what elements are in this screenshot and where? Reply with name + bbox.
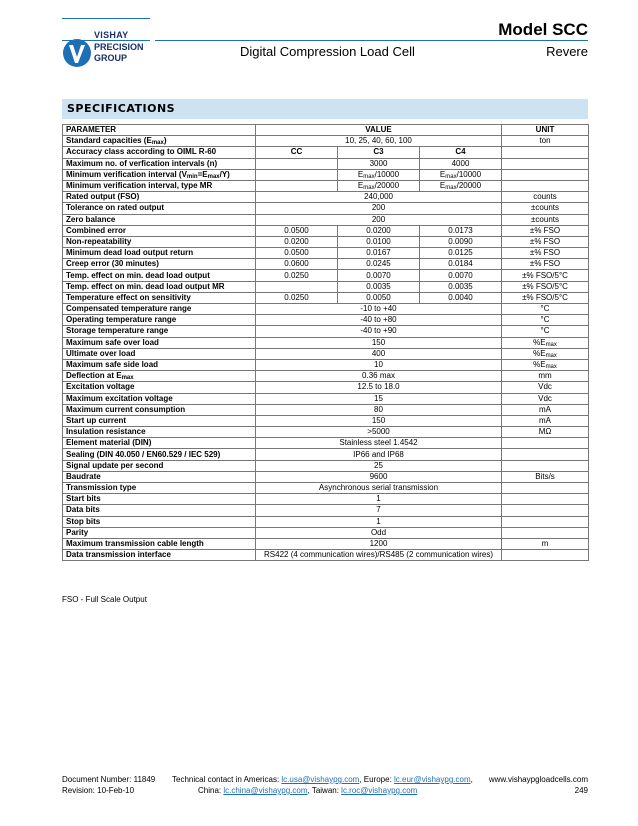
table-row [63, 248, 589, 259]
table-row [63, 169, 589, 180]
unit-cell [502, 449, 589, 460]
param-cell: Maximum safe side load [63, 359, 256, 370]
email-eur-link[interactable]: lc.eur@vishaypg.com [394, 775, 471, 784]
unit-cell: ton [502, 136, 589, 147]
param-cell: Data bits [63, 505, 256, 516]
param-cell: Element material (DIN) [63, 438, 256, 449]
unit-cell [502, 550, 589, 561]
param-cell: Non-repeatability [63, 236, 256, 247]
param-cell: Signal update per second [63, 460, 256, 471]
value-cell: $E_{max}/10000$ [420, 169, 502, 180]
revision: Revision: 10-Feb-10 [62, 786, 135, 795]
table-row [63, 292, 589, 303]
param-cell: Compensated temperature range [63, 304, 256, 315]
table-row [63, 136, 589, 147]
value-cell: Asynchronous serial transmission [256, 483, 502, 494]
value-cell: 1 [256, 494, 502, 505]
table-row [63, 225, 589, 236]
param-cell: Start bits [63, 494, 256, 505]
unit-cell: $\%E_{max}$ [502, 348, 589, 359]
value-cell: 0.0125 [420, 248, 502, 259]
contact-line-2: China: lc.china@vishaypg.com, Taiwan: lc.roc@vishaypg.com [198, 786, 418, 795]
value-cell [256, 281, 338, 292]
table-row [63, 382, 589, 393]
value-cell [256, 169, 338, 180]
param-cell: Operating temperature range [63, 315, 256, 326]
param-cell: Minimum dead load output return [63, 248, 256, 259]
param-cell: Parity [63, 527, 256, 538]
table-row [63, 494, 589, 505]
product-subtitle: Digital Compression Load Cell [240, 44, 415, 59]
param-cell: Temp. effect on min. dead load output [63, 270, 256, 281]
logo-mid-rule [62, 40, 150, 41]
value-cell: 200 [256, 214, 502, 225]
table-row [63, 371, 589, 382]
value-cell: C3 [338, 147, 420, 158]
value-cell: 150 [256, 415, 502, 426]
param-cell: Rated output (FSO) [63, 192, 256, 203]
value-cell: -40 to +90 [256, 326, 502, 337]
unit-cell: °C [502, 315, 589, 326]
table-row [63, 281, 589, 292]
unit-cell [502, 516, 589, 527]
value-cell: 0.0245 [338, 259, 420, 270]
param-cell: Deflection at $E_{max}$ [63, 371, 256, 382]
unit-cell: Vdc [502, 382, 589, 393]
param-cell: Maximum current consumption [63, 404, 256, 415]
param-cell: Minimum verification interval $(V_{min}=E_{max}/Y)$ [63, 169, 256, 180]
param-cell: Insulation resistance [63, 427, 256, 438]
unit-cell: MΩ [502, 427, 589, 438]
value-cell: 1 [256, 516, 502, 527]
value-cell: 150 [256, 337, 502, 348]
header-rule [155, 40, 588, 41]
section-bar [62, 99, 588, 119]
unit-cell: Vdc [502, 393, 589, 404]
col-header-value: VALUE [256, 125, 502, 136]
value-cell: 0.0100 [338, 236, 420, 247]
value-cell: -10 to +40 [256, 304, 502, 315]
value-cell: 0.0200 [338, 225, 420, 236]
table-row [63, 393, 589, 404]
table-row [63, 538, 589, 549]
param-cell: Minimum verification interval, type MR [63, 180, 256, 191]
table-row [63, 438, 589, 449]
unit-cell: ±counts [502, 214, 589, 225]
value-cell: 0.0173 [420, 225, 502, 236]
value-cell: CC [256, 147, 338, 158]
table-header-row [63, 125, 589, 136]
email-roc-link[interactable]: lc.roc@vishaypg.com [341, 786, 418, 795]
unit-cell: counts [502, 192, 589, 203]
table-row [63, 270, 589, 281]
specifications-table [62, 124, 589, 561]
logo-text-group: GROUP [94, 53, 128, 63]
value-cell: 0.0184 [420, 259, 502, 270]
unit-cell [502, 438, 589, 449]
param-cell: Data transmission interface [63, 550, 256, 561]
value-cell: 0.0035 [338, 281, 420, 292]
param-cell: Zero balance [63, 214, 256, 225]
table-row [63, 505, 589, 516]
footer-row-2 [62, 786, 588, 796]
vpg-logo-icon [62, 36, 92, 70]
value-cell [256, 158, 338, 169]
table-row [63, 180, 589, 191]
param-cell: Stop bits [63, 516, 256, 527]
vishay-logo [62, 22, 152, 74]
unit-cell: ±counts [502, 203, 589, 214]
value-cell: 0.0500 [256, 225, 338, 236]
param-cell: Excitation voltage [63, 382, 256, 393]
unit-cell: ±% FSO [502, 248, 589, 259]
param-cell: Maximum safe over load [63, 337, 256, 348]
value-cell: 7 [256, 505, 502, 516]
table-row [63, 236, 589, 247]
value-cell: 80 [256, 404, 502, 415]
table-row [63, 460, 589, 471]
col-header-unit: UNIT [502, 125, 589, 136]
col-header-parameter: PARAMETER [63, 125, 256, 136]
footer-row-1 [62, 775, 588, 785]
table-row [63, 471, 589, 482]
param-cell: Storage temperature range [63, 326, 256, 337]
value-cell [256, 180, 338, 191]
unit-cell [502, 180, 589, 191]
unit-cell: ±% FSO/5°C [502, 270, 589, 281]
value-cell: 0.0050 [338, 292, 420, 303]
table-row [63, 158, 589, 169]
param-cell: Temp. effect on min. dead load output MR [63, 281, 256, 292]
unit-cell: °C [502, 304, 589, 315]
param-cell: Ultimate over load [63, 348, 256, 359]
table-row [63, 449, 589, 460]
unit-cell: °C [502, 326, 589, 337]
param-cell: Temperature effect on sensitivity [63, 292, 256, 303]
table-row [63, 404, 589, 415]
value-cell: -40 to +80 [256, 315, 502, 326]
value-cell: RS422 (4 communication wires)/RS485 (2 communication wires) [256, 550, 502, 561]
value-cell: 200 [256, 203, 502, 214]
page-number: 249 [574, 786, 588, 795]
value-cell: 4000 [420, 158, 502, 169]
value-cell: $E_{max}/10000$ [338, 169, 420, 180]
param-cell: Maximum excitation voltage [63, 393, 256, 404]
param-cell: Transmission type [63, 483, 256, 494]
table-row [63, 415, 589, 426]
table-row [63, 348, 589, 359]
param-cell: Standard capacities $(E_{max})$ [63, 136, 256, 147]
value-cell: 0.0040 [420, 292, 502, 303]
value-cell: 0.36 max [256, 371, 502, 382]
table-row [63, 315, 589, 326]
unit-cell: $\%E_{max}$ [502, 337, 589, 348]
document-number: Document Number: 11849 [62, 775, 156, 784]
logo-text-precision: PRECISION [94, 42, 144, 52]
value-cell: 0.0035 [420, 281, 502, 292]
table-row [63, 214, 589, 225]
unit-cell: ±% FSO/5°C [502, 281, 589, 292]
value-cell: 9600 [256, 471, 502, 482]
table-row [63, 483, 589, 494]
param-cell: Start up current [63, 415, 256, 426]
unit-cell [502, 527, 589, 538]
unit-cell [502, 505, 589, 516]
table-row [63, 516, 589, 527]
table-row [63, 527, 589, 538]
table-row [63, 337, 589, 348]
value-cell: 400 [256, 348, 502, 359]
model-title: Model SCC [498, 20, 588, 39]
logo-text-vishay: VISHAY [94, 30, 129, 40]
email-usa-link[interactable]: lc.usa@vishaypg.com [281, 775, 360, 784]
table-row [63, 203, 589, 214]
unit-cell: ±% FSO [502, 225, 589, 236]
param-cell: Sealing (DIN 40.050 / EN60.529 / IEC 529) [63, 449, 256, 460]
unit-cell: mA [502, 415, 589, 426]
unit-cell: mA [502, 404, 589, 415]
value-cell: 0.0600 [256, 259, 338, 270]
unit-cell [502, 169, 589, 180]
email-china-link[interactable]: lc.china@vishaypg.com [223, 786, 308, 795]
param-cell: Creep error (30 minutes) [63, 259, 256, 270]
table-row [63, 147, 589, 158]
table-row [63, 359, 589, 370]
value-cell: Stainless steel 1.4542 [256, 438, 502, 449]
value-cell: 3000 [338, 158, 420, 169]
unit-cell [502, 158, 589, 169]
value-cell: IP66 and IP68 [256, 449, 502, 460]
value-cell: 0.0500 [256, 248, 338, 259]
contact-line-1: Technical contact in Americas: lc.usa@vishaypg.com, Europe: lc.eur@vishaypg.com, [172, 775, 473, 784]
value-cell: C4 [420, 147, 502, 158]
brand-name: Revere [546, 44, 588, 59]
unit-cell: m [502, 538, 589, 549]
param-cell: Maximum no. of verfication intervals (n) [63, 158, 256, 169]
table-row [63, 427, 589, 438]
section-title: SPECIFICATIONS [67, 102, 176, 115]
value-cell: 0.0090 [420, 236, 502, 247]
value-cell: 0.0070 [420, 270, 502, 281]
unit-cell [502, 147, 589, 158]
value-cell: 12.5 to 18.0 [256, 382, 502, 393]
unit-cell: Bits/s [502, 471, 589, 482]
unit-cell [502, 460, 589, 471]
value-cell: $E_{max}/20000$ [420, 180, 502, 191]
value-cell: 25 [256, 460, 502, 471]
table-row [63, 326, 589, 337]
value-cell: 0.0250 [256, 270, 338, 281]
value-cell: 0.0070 [338, 270, 420, 281]
unit-cell: ±% FSO [502, 259, 589, 270]
param-cell: Tolerance on rated output [63, 203, 256, 214]
unit-cell [502, 494, 589, 505]
param-cell: Baudrate [63, 471, 256, 482]
value-cell: >5000 [256, 427, 502, 438]
value-cell: 10 [256, 359, 502, 370]
footnote: FSO - Full Scale Output [62, 595, 147, 604]
unit-cell: ±% FSO/5°C [502, 292, 589, 303]
unit-cell: ±% FSO [502, 236, 589, 247]
value-cell: $E_{max}/20000$ [338, 180, 420, 191]
value-cell: 0.0200 [256, 236, 338, 247]
logo-top-rule [62, 18, 150, 19]
param-cell: Accuracy class according to OIML R-60 [63, 147, 256, 158]
website-link[interactable]: www.vishaypgloadcells.com [488, 775, 588, 784]
value-cell: Odd [256, 527, 502, 538]
table-row [63, 304, 589, 315]
param-cell: Combined error [63, 225, 256, 236]
value-cell: 240,000 [256, 192, 502, 203]
value-cell: 1200 [256, 538, 502, 549]
table-row [63, 550, 589, 561]
table-row [63, 192, 589, 203]
unit-cell: mm [502, 371, 589, 382]
value-cell: 10, 25, 40, 60, 100 [256, 136, 502, 147]
value-cell: 0.0250 [256, 292, 338, 303]
table-row [63, 259, 589, 270]
value-cell: 0.0167 [338, 248, 420, 259]
param-cell: Maximum transmission cable length [63, 538, 256, 549]
unit-cell: $\%E_{max}$ [502, 359, 589, 370]
unit-cell [502, 483, 589, 494]
value-cell: 15 [256, 393, 502, 404]
